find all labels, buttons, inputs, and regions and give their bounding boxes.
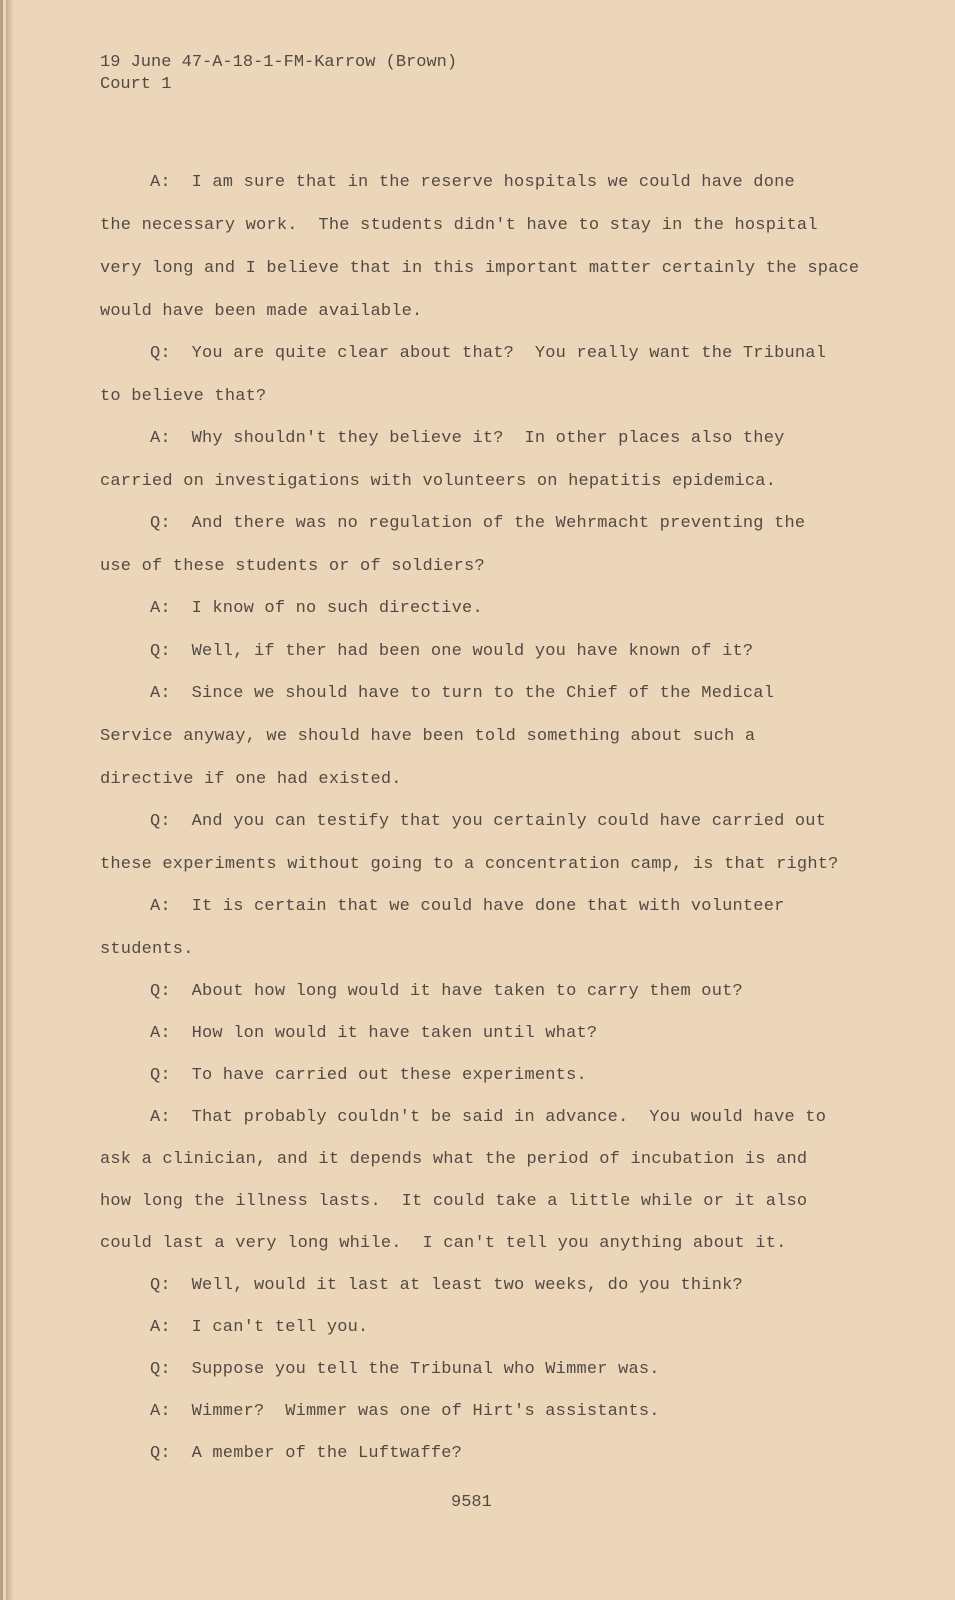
transcript-line: Q: Suppose you tell the Tribunal who Wimmer was. <box>150 1360 660 1379</box>
transcript-line: Q: You are quite clear about that? You really want the Tribunal <box>150 344 827 363</box>
transcript-line: A: Why shouldn't they believe it? In other places also they <box>150 429 785 448</box>
transcript-line: use of these students or of soldiers? <box>100 557 485 576</box>
transcript-line: ask a clinician, and it depends what the period of incubation is and <box>100 1150 808 1169</box>
transcript-line: A: I am sure that in the reserve hospitals we could have done <box>150 173 795 192</box>
transcript-line: A: How lon would it have taken until what? <box>150 1024 598 1043</box>
transcript-line: Q: And there was no regulation of the Wehrmacht preventing the <box>150 514 806 533</box>
transcript-line: carried on investigations with volunteers on hepatitis epidemica. <box>100 472 777 491</box>
header-line-date-reference: 19 June 47-A-18-1-FM-Karrow (Brown) <box>100 53 458 72</box>
transcript-line: Q: And you can testify that you certainly could have carried out <box>150 812 827 831</box>
transcript-line: Q: About how long would it have taken to carry them out? <box>150 982 743 1001</box>
page-number: 9581 <box>451 1493 492 1512</box>
transcript-line: the necessary work. The students didn't have to stay in the hospital <box>100 216 818 235</box>
transcript-line: A: It is certain that we could have done that with volunteer <box>150 897 785 916</box>
transcript-line: students. <box>100 940 194 959</box>
page-edge-shadow <box>6 0 14 1600</box>
document-header <box>100 52 457 96</box>
transcript-line: Service anyway, we should have been told something about such a <box>100 727 756 746</box>
transcript-line: how long the illness lasts. It could take a little while or it also <box>100 1192 808 1211</box>
transcript-line: Q: A member of the Luftwaffe? <box>150 1444 463 1463</box>
transcript-line: directive if one had existed. <box>100 770 402 789</box>
transcript-line: very long and I believe that in this important matter certainly the space <box>100 259 860 278</box>
transcript-line: would have been made available. <box>100 302 423 321</box>
transcript-line: A: Since we should have to turn to the Chief of the Medical <box>150 684 775 703</box>
transcript-line: these experiments without going to a concentration camp, is that right? <box>100 855 839 874</box>
transcript-line: Q: Well, would it last at least two weeks, do you think? <box>150 1276 743 1295</box>
transcript-line: A: Wimmer? Wimmer was one of Hirt's assistants. <box>150 1402 660 1421</box>
transcript-line: A: That probably couldn't be said in advance. You would have to <box>150 1108 827 1127</box>
transcript-line: could last a very long while. I can't tell you anything about it. <box>100 1234 787 1253</box>
transcript-line: A: I know of no such directive. <box>150 599 483 618</box>
transcript-line: to believe that? <box>100 387 267 406</box>
header-line-court: Court 1 <box>100 75 172 94</box>
transcript-line: Q: To have carried out these experiments. <box>150 1066 587 1085</box>
transcript-line: Q: Well, if ther had been one would you have known of it? <box>150 642 754 661</box>
transcript-line: A: I can't tell you. <box>150 1318 369 1337</box>
